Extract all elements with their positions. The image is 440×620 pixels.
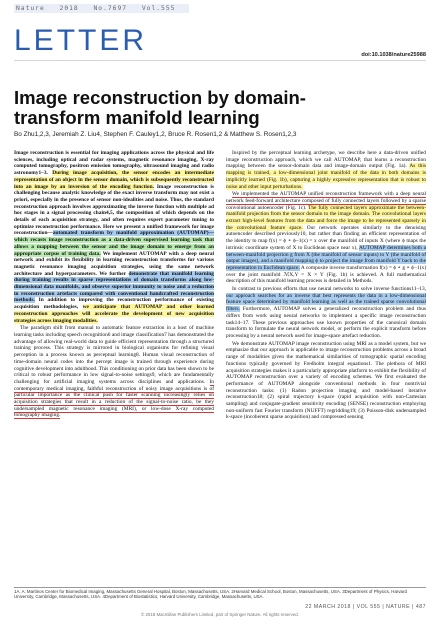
text-run: A composite inverse transformation f(x) = ϕ ∘ g ∘ ϕ−1(x) over the joint manifold ℳX,Y = X × Y (Fig. 1b) is achieved. A full mathematical description of this manifold learning process is detailed in Methods. (226, 264, 427, 285)
affiliations-footnote: 1A. A. Martinos Center for Biomedical Imaging, Massachusetts General Hospital, Boston, Massachusetts, USA. 2Harvard Medical School, Boston, Massachusetts, USA. 3Department of Physics, Harvard University, Cambridge, Massachusetts, USA. 4Department of Biostatistics, Harvard University, Cambridge, Massachusetts, USA. (14, 589, 407, 600)
text-run: We implement AUTOMAP with a deep neural network and exhibit its flexibility in learning reconstruction transforms for various magnetic resonance imaging acquisition strategies, using the same network architecture and hyperparameters. We further (14, 250, 214, 277)
article-authors: Bo Zhu1,2,3, Jeremiah Z. Liu4, Stephen F. Cauley1,2, Bruce R. Rosen1,2 & Matthew S. Rosen1,2,3 (14, 131, 297, 138)
highlighted-text: automated transform by manifold approximation (AUTOMAP)— (52, 230, 214, 237)
text-run: We demonstrate AUTOMAP image reconstruction using MRI as a model system, but we emphasize that our approach is applicable to image reconstruction problems across a broad range of modalities given the mathematical similarities of tomographic spatial encoding functions typically governed by Fredholm integral equations1. The plethora of MRI acquisition strategies makes it a particularly appropriate platform to exhibit the flexibility of AUTOMAP reconstruction over a variety of encoding schemes. We first evaluated the performance of AUTOMAP alongside conventional methods in four nontrivial reconstruction tasks: (1) Radon projection imaging and model-based iterative reconstruction18; (2) spiral trajectory k-space (rapid acquisition with non-Cartesian sampling) and conjugate-gradient sensitivity encoding (SENSE) reconstruction employing non-uniform fast Fourier transform (NUFFT) regridding19; (3) Poisson-disk undersampled k-space (incoherent sparse acquisition) and compressed sensing (226, 340, 426, 421)
journal-issue-meta (14, 4, 189, 13)
text-run: The paradigm shift from manual to automatic feature extraction in a host of machine learning tasks including speech recognition6 and image classification7 has demonstrated the advantage of allowing real-world data to guide efficient representation through a structured training process. This strategy is mirrored in biological organisms for refining visual perception in a process known as perceptual learning8. Human visual reconstruction of time-domain neural codes into the percept image is trained through experience during cognitive development into adulthood. This conditioning on prior data has been shown to be critical to robust performance in low signal-to-noise settings9, which are fundamentally challenging for artificial imaging systems across disciplines and applications. (14, 325, 214, 385)
highlighted-text: AUTOMAP determines both a between-manifold projection g from X (the manifold of sensor inputs) to Y (the manifold of output images), and a manifold mapping ϕ to project the image from manifold Y back to the representation in Euclidean space. (226, 244, 426, 271)
highlighted-text: which recasts image reconstruction as a data-driven supervised learning task that allows a mapping between the sensor and the image domain to emerge from an appropriate corpus of training data. (14, 237, 214, 257)
journal-header-bar (0, 0, 440, 14)
journal-issue: No.7697 (93, 5, 128, 12)
body-paragraph (226, 286, 426, 340)
journal-year: 2018 (59, 5, 79, 12)
text-run: Our network operates similarly to the denoising autoencoder described previously10, but rather than finding an efficient representation of the identity to map f(x) = ϕ ∘ ϕ−1(x) = x over the manifold of inputs X (where ϕ maps the intrinsic coordinate system of X to Euclidean space near x), (226, 224, 426, 251)
page-footer: 22 MARCH 2018 | VOL 555 | NATURE | 487 (305, 604, 426, 610)
article-title: Image reconstruction by domain-transform manifold learning (14, 87, 306, 128)
text-run: Image reconstruction is essential for imaging applications across the physical and life sciences, including optical and radar systems, magnetic resonance imaging, X-ray computed tomography, positron emission tomography, ultrasound imaging and radio astronomy1–3. (14, 150, 214, 177)
highlighted-text: During image acquisition, the sensor encodes an intermediate representation of an object in the sensor domain, which is subsequently reconstructed into an image by an inversion of the encoding function. (14, 170, 214, 190)
highlighted-text: As this mapping is trained, a low-dimensional joint manifold of the data in both domains is implicitly learned (Fig. 1b), capturing a highly expressive representation that is robust to noise and other input perturbations. (226, 163, 426, 190)
left-column (14, 150, 214, 420)
highlighted-text: In contemporary medical imaging, faithful reconstruction of noisy image acquisitions is of particular importance as the clinical push for faster scanning increasingly relies on acquisition strategies that result in a reduction of the signal-to-noise ratio, be they undersampled magnetic resonance imaging (MRI), or low-dose X-ray computed tomography imaging. (14, 378, 214, 419)
highlighted-text: demonstrate that manifold learning during training results in sparse representations of domain transforms along low-dimensional data manifolds, and observe superior immunity to noise and a reduction in reconstruction artefacts compared with conventional handcrafted reconstruction methods. (14, 270, 214, 304)
right-column (226, 150, 426, 422)
body-paragraph (226, 341, 426, 421)
journal-volume: Vol.555 (141, 5, 176, 12)
text-run: Furthermore, AUTOMAP solves a generalized reconstruction problem and thus differs from work using neural networks to implement a specific image reconstruction task14–17. These previous approaches use known properties of the canonical domain transform to formulate the neural network model, or perform the explicit transform before processing by a neural network used for image-space artefact reduction. (226, 306, 426, 339)
text-run: Image reconstruction is challenging because analytic knowledge of the exact inverse transform may not exist a priori, especially in the presence of sensor non-idealities and noise. Thus, the standard reconstruction approach involves approximating the inverse function with multiple ad hoc stages in a signal processing chain4,5, the composition of which depends on the details of each acquisition strategy, and often requires expert parameter tuning to optimize reconstruction performance. Here we present a unified framework for image reconstruction— (14, 183, 214, 237)
highlighted-text: We implemented the AUTOMAP unified reconstruction framework with a deep neural network feed-forward architecture composed of fully connected layers followed by a sparse convolutional autoencoder (Fig. 1c). (226, 191, 426, 211)
doi: doi:10.1038/nature25988 (361, 52, 426, 58)
text-run: Inspired by the perceptual learning archetype, we describe here a data-driven unified image reconstruction approach, which we call AUTOMAP, that learns a reconstruction mapping between the sensor-domain data and image-domain output (Fig. 1a). (226, 150, 426, 170)
body-paragraph (14, 325, 214, 419)
highlighted-text: our approach searches for an inverse that best represents the data in a low-dimensional feature space determined by manifold learning as well as the trained sparse convolutional filters. (226, 292, 426, 313)
abstract (14, 150, 214, 324)
highlighted-text: we anticipate that AUTOMAP and other learned reconstruction approaches will accelerate the development of new acquisition strategies across imaging modalities. (14, 304, 214, 324)
section-label: LETTER (14, 24, 148, 57)
body-paragraph (226, 191, 426, 285)
footnote-divider (14, 587, 426, 588)
journal-name: Nature (16, 5, 45, 12)
highlighted-text: The fully connected layers approximate the between-manifold projection from the sensor domain to the image domain. The convolutional layers extract high-level features from the data and force the image to be represented sparsely in the convolutional feature space. (226, 204, 426, 231)
copyright-notice: © 2018 Macmillan Publishers Limited, part of Springer Nature. All rights reserved. (141, 612, 299, 617)
text-run: In contrast to previous efforts that use neural networks to solve inverse functions11–13, (232, 286, 426, 293)
header-divider (14, 60, 426, 61)
text-run: In addition to improving the reconstruction performance of existing acquisition methodologies, (14, 297, 214, 311)
body-paragraph (226, 150, 426, 190)
